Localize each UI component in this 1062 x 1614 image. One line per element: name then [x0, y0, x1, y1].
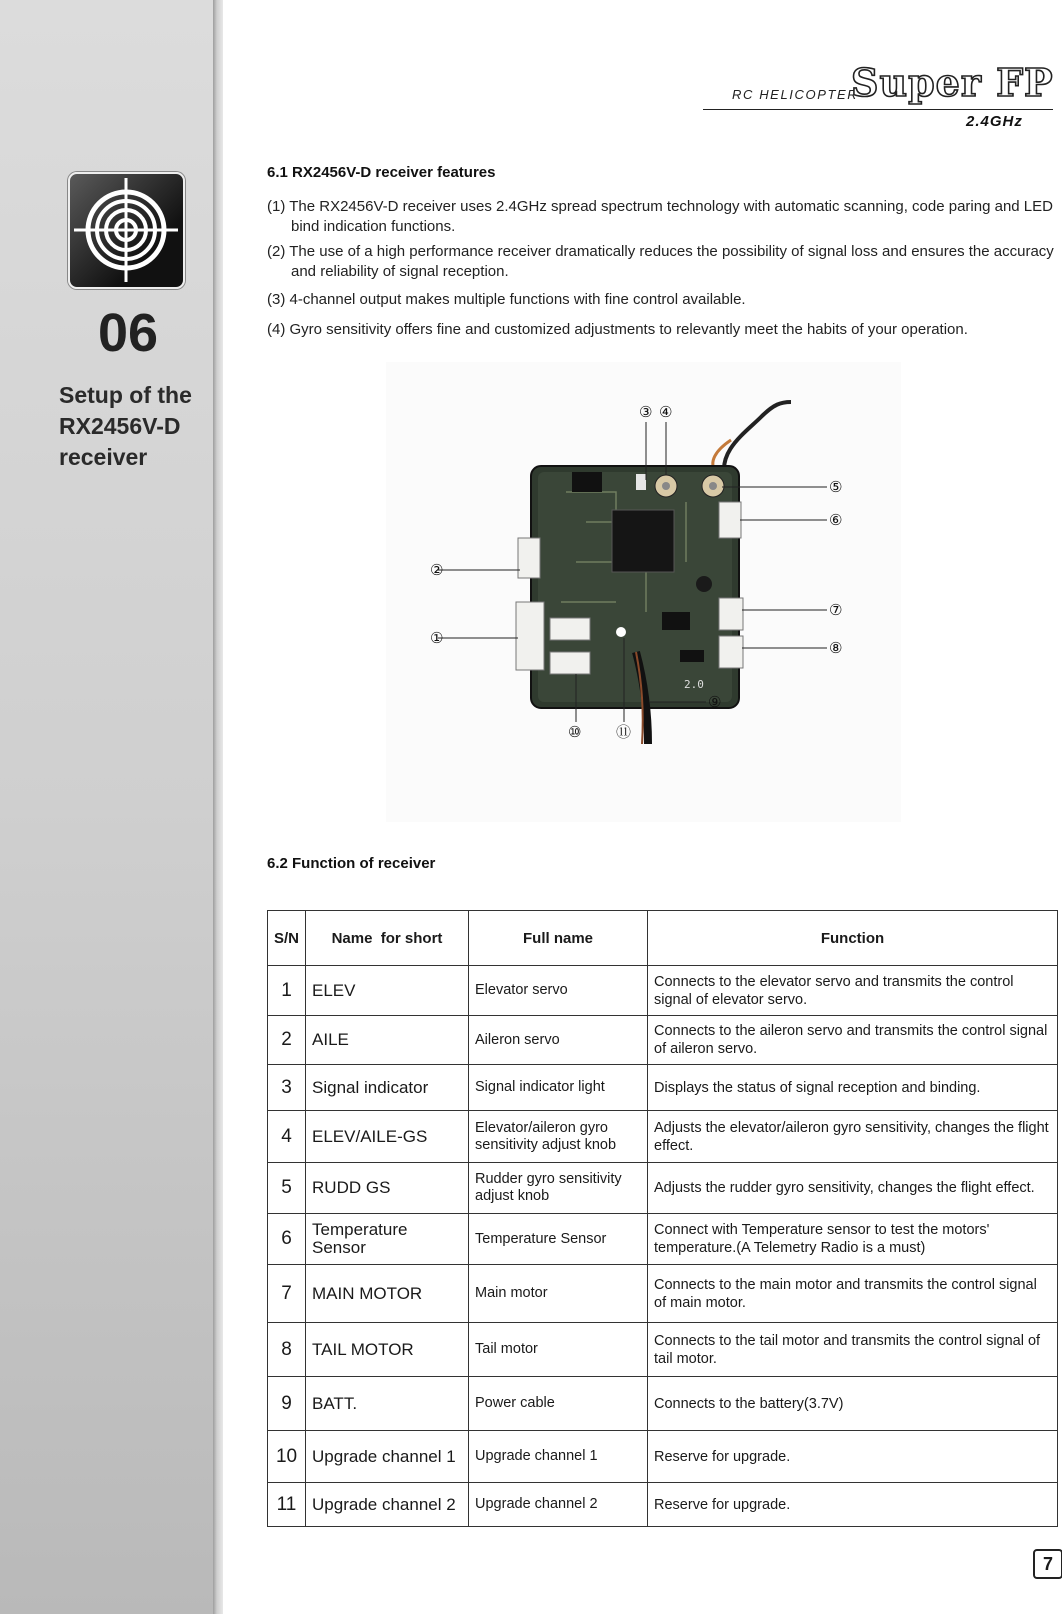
cell-full: Tail motor	[469, 1323, 648, 1377]
column-header-sn: S/N	[268, 911, 306, 966]
chapter-title	[59, 380, 209, 473]
callout-2: ②	[430, 561, 444, 579]
chapter-title-line: receiver	[59, 444, 148, 470]
cell-function: Adjusts the rudder gyro sensitivity, changes the flight effect.	[648, 1163, 1058, 1214]
cell-function: Connects to the tail motor and transmits the control signal of tail motor.	[648, 1323, 1058, 1377]
cell-full: Upgrade channel 2	[469, 1483, 648, 1527]
chapter-number: 06	[97, 303, 159, 363]
cell-sn: 5	[268, 1163, 306, 1214]
cell-short: TAIL MOTOR	[306, 1323, 469, 1377]
callout-10: ⑩	[568, 723, 582, 741]
sidebar-edge	[213, 0, 223, 1614]
brand-subtitle: RC HELICOPTER	[732, 87, 859, 102]
cell-sn: 2	[268, 1016, 306, 1065]
target-icon	[68, 172, 185, 289]
table-row	[268, 1163, 1058, 1214]
cell-short: RUDD GS	[306, 1163, 469, 1214]
table-row	[268, 1431, 1058, 1483]
cell-function: Connects to the aileron servo and transmits the control signal of aileron servo.	[648, 1016, 1058, 1065]
page-number: 7	[1033, 1549, 1062, 1579]
feature-item: (2) The use of a high performance receiver dramatically reduces the possibility of signal loss and ensures the accuracy and reliability of signal reception.	[267, 243, 1054, 280]
cell-function: Adjusts the elevator/aileron gyro sensitivity, changes the flight effect.	[648, 1111, 1058, 1163]
function-table	[267, 910, 1058, 1527]
cell-full: Upgrade channel 1	[469, 1431, 648, 1483]
cell-full: Aileron servo	[469, 1016, 648, 1065]
table-row	[268, 1265, 1058, 1323]
table-row	[268, 966, 1058, 1016]
cell-sn: 4	[268, 1111, 306, 1163]
callout-8: ⑧	[829, 639, 843, 657]
chapter-title-line: RX2456V-D	[59, 413, 181, 439]
section-heading-features: 6.1 RX2456V-D receiver features	[267, 164, 496, 181]
cell-full: Elevator/aileron gyro sensitivity adjust knob	[469, 1111, 648, 1163]
table-row	[268, 1111, 1058, 1163]
feature-item: (1) The RX2456V-D receiver uses 2.4GHz spread spectrum technology with automatic scanning, code paring and LED bind indication functions.	[267, 198, 1053, 235]
table-row	[268, 1016, 1058, 1065]
cell-full: Elevator servo	[469, 966, 648, 1016]
callout-11: ⑪	[616, 723, 632, 741]
cell-full: Main motor	[469, 1265, 648, 1323]
cell-sn: 6	[268, 1214, 306, 1265]
cell-sn: 11	[268, 1483, 306, 1527]
column-header-function: Function	[648, 911, 1058, 966]
cell-short: BATT.	[306, 1377, 469, 1431]
table-row	[268, 1377, 1058, 1431]
callout-3: ③	[639, 403, 653, 421]
table-row	[268, 1483, 1058, 1527]
table-row	[268, 1214, 1058, 1265]
callout-1: ①	[430, 629, 444, 647]
callout-9: ⑨	[708, 693, 722, 711]
cell-short: Temperature Sensor	[306, 1214, 469, 1265]
callout-7: ⑦	[829, 601, 843, 619]
cell-full: Signal indicator light	[469, 1065, 648, 1111]
cell-full: Temperature Sensor	[469, 1214, 648, 1265]
callout-4: ④	[659, 403, 673, 421]
cell-function: Reserve for upgrade.	[648, 1483, 1058, 1527]
column-header-full: Full name	[469, 911, 648, 966]
feature-item: (4) Gyro sensitivity offers fine and customized adjustments to relevantly meet the habits of your operation.	[267, 321, 968, 338]
receiver-diagram	[386, 362, 901, 822]
cell-short: ELEV/AILE-GS	[306, 1111, 469, 1163]
section-heading-function: 6.2 Function of receiver	[267, 855, 436, 872]
cell-function: Reserve for upgrade.	[648, 1431, 1058, 1483]
brand-divider	[703, 109, 1053, 110]
brand-logo: Super FP	[851, 60, 1054, 105]
brand-frequency: 2.4GHz	[966, 113, 1023, 130]
cell-sn: 9	[268, 1377, 306, 1431]
feature-item: (3) 4-channel output makes multiple functions with fine control available.	[267, 291, 746, 308]
table-row	[268, 1323, 1058, 1377]
table-header-row	[268, 911, 1058, 966]
cell-short: Signal indicator	[306, 1065, 469, 1111]
cell-sn: 10	[268, 1431, 306, 1483]
column-header-short: Name for short	[306, 911, 469, 966]
callout-6: ⑥	[829, 511, 843, 529]
cell-function: Displays the status of signal reception and binding.	[648, 1065, 1058, 1111]
table-row	[268, 1065, 1058, 1111]
cell-sn: 3	[268, 1065, 306, 1111]
cell-short: AILE	[306, 1016, 469, 1065]
cell-function: Connects to the battery(3.7V)	[648, 1377, 1058, 1431]
chapter-title-line: Setup of the	[59, 382, 192, 408]
cell-short: MAIN MOTOR	[306, 1265, 469, 1323]
board-marking: 2.0	[684, 678, 704, 691]
cell-sn: 7	[268, 1265, 306, 1323]
cell-short: ELEV	[306, 966, 469, 1016]
cell-function: Connects to the elevator servo and transmits the control signal of elevator servo.	[648, 966, 1058, 1016]
cell-sn: 1	[268, 966, 306, 1016]
cell-sn: 8	[268, 1323, 306, 1377]
cell-function: Connects to the main motor and transmits the control signal of main motor.	[648, 1265, 1058, 1323]
cell-short: Upgrade channel 2	[306, 1483, 469, 1527]
cell-full: Power cable	[469, 1377, 648, 1431]
cell-short: Upgrade channel 1	[306, 1431, 469, 1483]
cell-full: Rudder gyro sensitivity adjust knob	[469, 1163, 648, 1214]
callout-5: ⑤	[829, 478, 843, 496]
cell-function: Connect with Temperature sensor to test the motors' temperature.(A Telemetry Radio is a must)	[648, 1214, 1058, 1265]
